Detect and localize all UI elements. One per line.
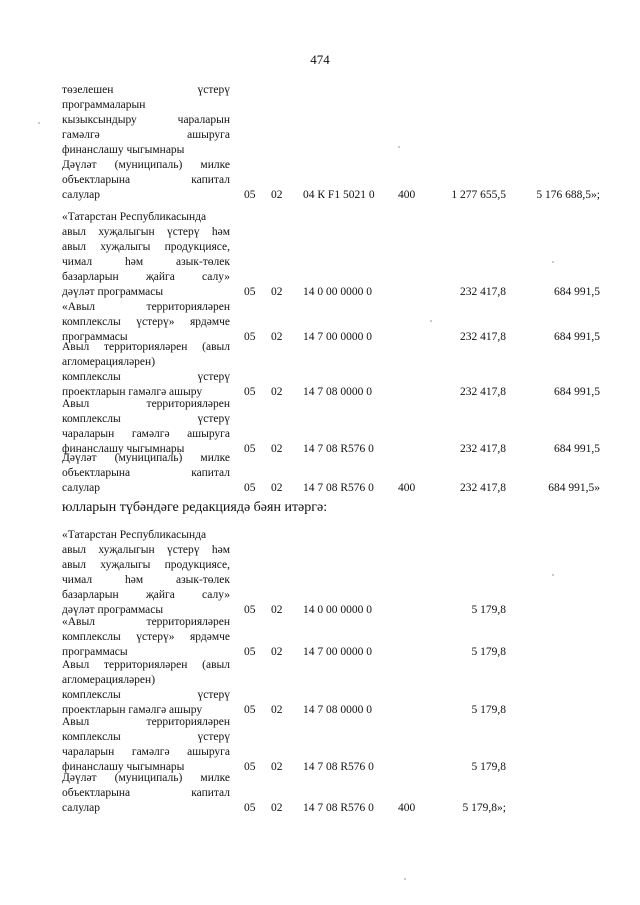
target-article-code: 14 0 00 0000 0: [303, 286, 372, 298]
row-description: «Авыл территорияләрен комплекслы үстерү» ярдәмче программасы: [62, 616, 230, 658]
row-description: «Авыл территорияләрен комплекслы үстерү» ярдәмче программасы: [62, 301, 230, 343]
amount-second: 5 176 688,5»;: [536, 189, 600, 201]
table2-row: [0, 771, 640, 816]
table1-row: [0, 397, 640, 457]
row-description: Дәүләт (муниципаль) милке объектларына капитал салулар: [62, 772, 230, 814]
amount-first: 5 179,8: [471, 646, 506, 658]
row-description: «Татарстан Республикасында авыл хуҗалыгын үстерү һәм авыл хуҗалыгы продукциясе, чимал һәм азык-төлек базарларын җайга салу» дәүләт программасы: [62, 529, 230, 616]
section-code: 05: [244, 604, 256, 616]
subsection-code: 02: [271, 331, 283, 343]
amount-first: 1 277 655,5: [451, 189, 506, 201]
section-code: 05: [244, 482, 256, 494]
subsection-code: 02: [271, 443, 283, 455]
target-article-code: 14 7 00 0000 0: [303, 646, 372, 658]
table1-row: [0, 210, 640, 300]
target-article-code: 14 7 08 R576 0: [303, 761, 374, 773]
scan-speck: [38, 122, 40, 124]
scan-speck: [552, 261, 554, 263]
scan-speck: [430, 320, 432, 322]
amount-second: 684 991,5: [554, 331, 600, 343]
row-description: Дәүләт (муниципаль) милке объектларына капитал салулар: [62, 452, 230, 494]
row-description: төзелешен үстерү программаларын кызыксындыру чараларын гамәлгә ашыруга финанслашу чыгымнары Дәүләт (муниципаль) милке объектларына капитал салулар: [62, 84, 230, 201]
amount-first: 5 179,8»;: [462, 802, 506, 814]
subsection-code: 02: [271, 704, 283, 716]
page-number: 474: [310, 52, 330, 67]
expense-type-code: 400: [398, 482, 416, 494]
amount-first: 5 179,8: [471, 704, 506, 716]
table1-row: [0, 340, 640, 400]
subsection-code: 02: [271, 604, 283, 616]
target-article-code: 14 7 08 0000 0: [303, 386, 372, 398]
section-code: 05: [244, 761, 256, 773]
subsection-code: 02: [271, 286, 283, 298]
section-code: 05: [244, 443, 256, 455]
section-code: 05: [244, 286, 256, 298]
row-description: Авыл территорияләрен (авыл агломерацияләрен) комплекслы үстерү проектларын гамәлгә ашыру: [62, 659, 230, 716]
table2-row: [0, 715, 640, 775]
subsection-code: 02: [271, 482, 283, 494]
row-description: Авыл территорияләрен комплекслы үстерү чараларын гамәлгә ашыруга финанслашу чыгымнары: [62, 398, 230, 455]
subsection-code: 02: [271, 761, 283, 773]
table1-row: [0, 451, 640, 496]
amount-first: 5 179,8: [471, 761, 506, 773]
target-article-code: 14 7 00 0000 0: [303, 331, 372, 343]
row-description: Авыл территорияләрен (авыл агломерацияләрен) комплекслы үстерү проектларын гамәлгә ашыру: [62, 341, 230, 398]
scan-speck: [404, 878, 406, 880]
section-code: 05: [244, 189, 256, 201]
target-article-code: 04 К F1 5021 0: [303, 189, 375, 201]
table2-row: [0, 615, 640, 660]
amount-first: 232 417,8: [460, 443, 506, 455]
section-code: 05: [244, 646, 256, 658]
target-article-code: 14 7 08 R576 0: [303, 482, 374, 494]
table2-row: [0, 528, 640, 618]
target-article-code: 14 0 00 0000 0: [303, 604, 372, 616]
subsection-code: 02: [271, 646, 283, 658]
amount-second: 684 991,5: [554, 443, 600, 455]
table1-row: [0, 83, 640, 203]
amount-second: 684 991,5: [554, 286, 600, 298]
subsection-code: 02: [271, 386, 283, 398]
intro-text: юлларын түбәндәге редакциядә бәян итәргә:: [62, 500, 328, 515]
target-article-code: 14 7 08 0000 0: [303, 704, 372, 716]
target-article-code: 14 7 08 R576 0: [303, 802, 374, 814]
expense-type-code: 400: [398, 802, 416, 814]
amount-first: 232 417,8: [460, 331, 506, 343]
amount-first: 5 179,8: [471, 604, 506, 616]
table2-row: [0, 658, 640, 718]
amount-first: 232 417,8: [460, 482, 506, 494]
section-code: 05: [244, 802, 256, 814]
amount-first: 232 417,8: [460, 286, 506, 298]
subsection-code: 02: [271, 189, 283, 201]
row-description: Авыл территорияләрен комплекслы үстерү чараларын гамәлгә ашыруга финанслашу чыгымнары: [62, 716, 230, 773]
amount-second: 684 991,5»: [548, 482, 600, 494]
section-code: 05: [244, 386, 256, 398]
row-description: «Татарстан Республикасында авыл хуҗалыгын үстерү һәм авыл хуҗалыгы продукциясе, чимал һәм азык-төлек базарларын җайга салу» дәүләт программасы: [62, 211, 230, 298]
section-code: 05: [244, 704, 256, 716]
subsection-code: 02: [271, 802, 283, 814]
table1-row: [0, 300, 640, 345]
expense-type-code: 400: [398, 189, 416, 201]
section-code: 05: [244, 331, 256, 343]
amount-second: 684 991,5: [554, 386, 600, 398]
target-article-code: 14 7 08 R576 0: [303, 443, 374, 455]
amount-first: 232 417,8: [460, 386, 506, 398]
scan-speck: [552, 574, 554, 576]
scan-speck: [398, 146, 400, 148]
